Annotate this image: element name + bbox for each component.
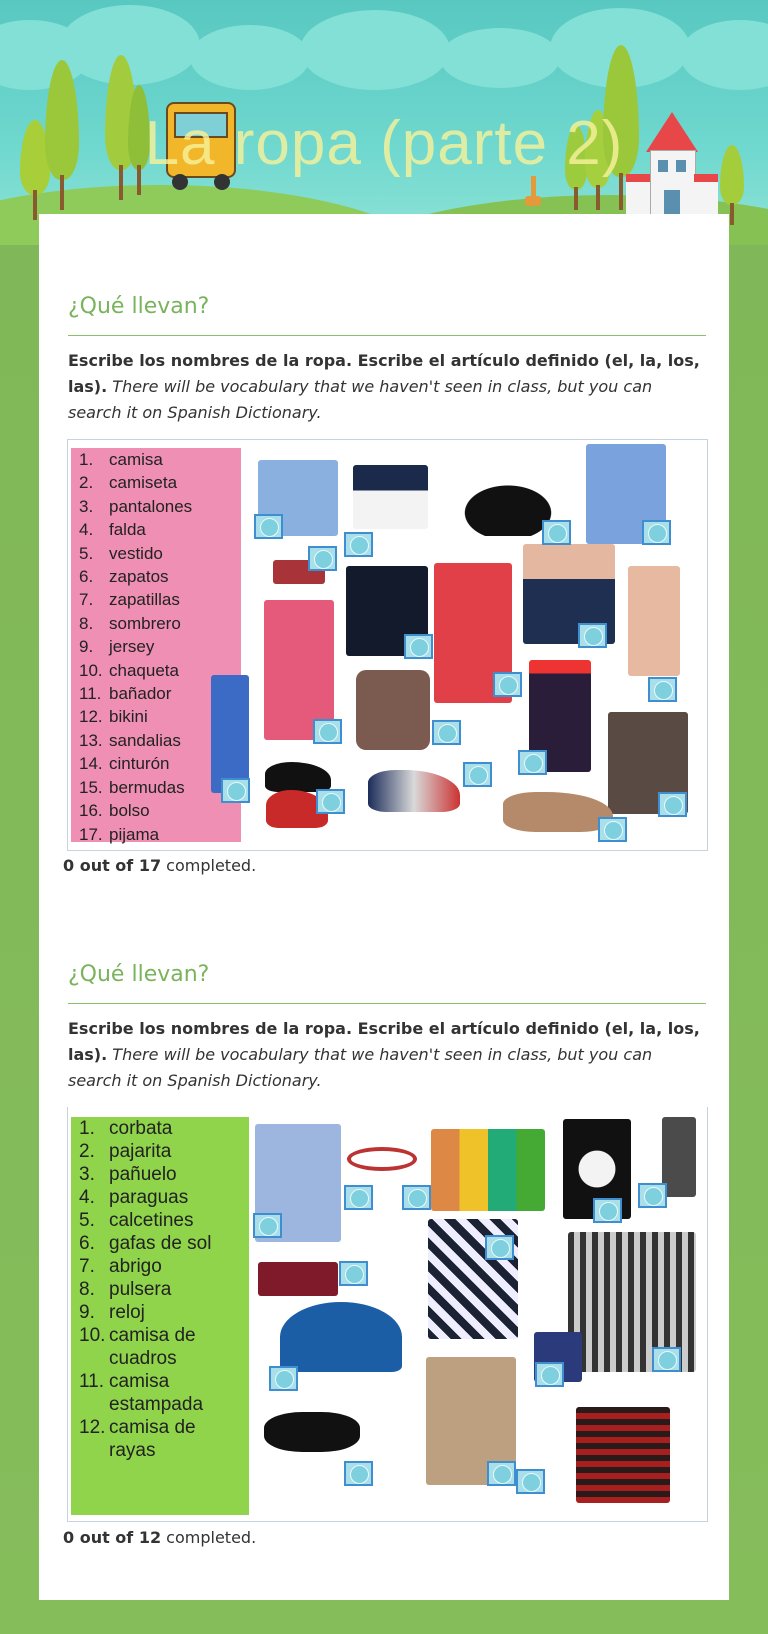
- list-item[interactable]: [71, 1209, 246, 1232]
- drop-target[interactable]: [535, 1362, 564, 1387]
- drop-target[interactable]: [652, 1347, 681, 1372]
- tie-image: [662, 1117, 696, 1197]
- list-item[interactable]: [71, 518, 192, 541]
- word-list: [71, 1117, 246, 1462]
- completion-count: 0 out of 17: [63, 856, 162, 875]
- drop-target[interactable]: [542, 520, 571, 545]
- list-item[interactable]: [71, 588, 192, 611]
- drop-target[interactable]: [339, 1261, 368, 1286]
- drag-drop-panel: [67, 1107, 708, 1522]
- item-number: 17.: [79, 824, 103, 844]
- list-item[interactable]: [71, 729, 192, 752]
- item-word: pajarita: [109, 1141, 172, 1162]
- drop-target[interactable]: [254, 514, 283, 539]
- drop-target[interactable]: [344, 1461, 373, 1486]
- item-number: 11.: [79, 1371, 105, 1392]
- item-word: pañuelo: [109, 1164, 177, 1185]
- list-item[interactable]: [71, 565, 192, 588]
- bag-image: [356, 670, 430, 750]
- list-item[interactable]: [71, 776, 192, 799]
- drop-target[interactable]: [593, 1198, 622, 1223]
- item-word: pulsera: [109, 1279, 172, 1300]
- drop-target[interactable]: [402, 1185, 431, 1210]
- item-word: chaqueta: [109, 660, 179, 680]
- drop-target[interactable]: [269, 1366, 298, 1391]
- list-item[interactable]: [71, 448, 192, 471]
- item-word: abrigo: [109, 1256, 162, 1277]
- item-word: falda: [109, 520, 146, 540]
- word-list: [71, 448, 192, 846]
- drop-target[interactable]: [638, 1183, 667, 1208]
- pyjama-image: [211, 675, 249, 793]
- item-number: 2.: [79, 1141, 95, 1162]
- list-item[interactable]: [71, 495, 192, 518]
- bracelet-image: [347, 1147, 417, 1171]
- drop-target[interactable]: [344, 532, 373, 557]
- giraffe-icon: [523, 176, 543, 212]
- item-number: 3.: [79, 1164, 95, 1185]
- item-word: bolso: [109, 801, 150, 821]
- drop-target[interactable]: [642, 520, 671, 545]
- item-number: 5.: [79, 1210, 95, 1231]
- item-number: 10.: [79, 1325, 106, 1346]
- list-item[interactable]: [71, 823, 192, 846]
- drop-target[interactable]: [493, 672, 522, 697]
- item-number: 6.: [79, 567, 94, 587]
- item-number: 1.: [79, 450, 94, 469]
- list-item[interactable]: [71, 705, 192, 728]
- list-item[interactable]: [71, 1301, 246, 1324]
- drop-target[interactable]: [516, 1469, 545, 1494]
- item-word: camisa de rayas: [109, 1417, 196, 1461]
- item-word: zapatos: [109, 567, 169, 587]
- drop-target[interactable]: [221, 778, 250, 803]
- item-word: cinturón: [109, 754, 170, 774]
- list-item[interactable]: [71, 682, 192, 705]
- item-word: zapatillas: [109, 590, 180, 610]
- item-number: 16.: [79, 801, 103, 821]
- list-item[interactable]: [71, 1186, 246, 1209]
- list-item[interactable]: [71, 1370, 246, 1416]
- drop-target[interactable]: [487, 1461, 516, 1486]
- list-item[interactable]: [71, 799, 192, 822]
- item-number: 4.: [79, 520, 94, 540]
- drop-target[interactable]: [578, 623, 607, 648]
- drop-target[interactable]: [648, 677, 677, 702]
- item-number: 10.: [79, 660, 103, 680]
- section-title: ¿Qué llevan?: [68, 962, 210, 987]
- drop-target[interactable]: [485, 1235, 514, 1260]
- bow-tie-image: [258, 1262, 338, 1296]
- list-item[interactable]: [71, 1140, 246, 1163]
- list-item[interactable]: [71, 542, 192, 565]
- item-number: 12.: [79, 1417, 106, 1438]
- drop-target[interactable]: [344, 1185, 373, 1210]
- item-word: camisa: [109, 450, 163, 469]
- item-number: 7.: [79, 1256, 95, 1277]
- page-title: La ropa (parte 2): [144, 109, 624, 178]
- item-word: pantalones: [109, 496, 193, 516]
- item-number: 9.: [79, 1302, 95, 1323]
- item-word: bañador: [109, 684, 172, 704]
- drop-target[interactable]: [253, 1213, 282, 1238]
- list-item[interactable]: [71, 659, 192, 682]
- drop-target[interactable]: [316, 789, 345, 814]
- item-number: 6.: [79, 1233, 95, 1254]
- item-number: 11.: [79, 684, 102, 704]
- list-item[interactable]: [71, 1324, 246, 1370]
- completion-suffix: completed.: [161, 1528, 257, 1547]
- checked-shirt-image: [576, 1407, 670, 1503]
- completion-count: 0 out of 12: [63, 1528, 162, 1547]
- sandals-image: [503, 792, 613, 832]
- list-item[interactable]: [71, 1163, 246, 1186]
- list-item[interactable]: [71, 1255, 246, 1278]
- sneakers-image: [368, 770, 460, 812]
- shoes-image: [265, 762, 331, 792]
- instruction-italic: There will be vocabulary that we haven't seen in class, but you can search it on Spanish Dictionary.: [68, 377, 653, 422]
- item-word: sombrero: [109, 613, 181, 633]
- drop-target[interactable]: [598, 817, 627, 842]
- item-word: jersey: [109, 637, 155, 657]
- drop-target[interactable]: [404, 634, 433, 659]
- instruction-italic: There will be vocabulary that we haven't seen in class, but you can search it on Spanish Dictionary.: [68, 1045, 653, 1090]
- sunglasses-image: [264, 1412, 360, 1452]
- t-shirt-image: [353, 465, 428, 529]
- drop-target[interactable]: [658, 792, 687, 817]
- bikini-image: [628, 566, 680, 676]
- drop-target[interactable]: [463, 762, 492, 787]
- item-number: 3.: [79, 496, 94, 516]
- list-item[interactable]: [71, 1278, 246, 1301]
- item-number: 9.: [79, 637, 94, 657]
- list-item[interactable]: [71, 612, 192, 635]
- item-word: bikini: [109, 707, 148, 727]
- item-number: 15.: [79, 777, 103, 797]
- list-item[interactable]: [71, 471, 192, 494]
- section-title: ¿Qué llevan?: [68, 294, 210, 319]
- item-number: 5.: [79, 543, 94, 563]
- item-word: reloj: [109, 1302, 145, 1323]
- list-item[interactable]: [71, 635, 192, 658]
- umbrella-image: [280, 1302, 402, 1372]
- item-word: sandalias: [109, 730, 181, 750]
- item-number: 14.: [79, 754, 103, 774]
- completion-status: [63, 1528, 256, 1547]
- section-divider: [68, 1003, 706, 1004]
- completion-suffix: completed.: [161, 856, 257, 875]
- list-item[interactable]: [71, 752, 192, 775]
- drop-target[interactable]: [308, 546, 337, 571]
- item-number: 1.: [79, 1118, 95, 1139]
- socks-image: [431, 1129, 545, 1211]
- item-number: 8.: [79, 1279, 95, 1300]
- item-word: calcetines: [109, 1210, 194, 1231]
- item-word: corbata: [109, 1118, 173, 1139]
- item-number: 2.: [79, 473, 94, 493]
- item-number: 13.: [79, 730, 103, 750]
- item-word: gafas de sol: [109, 1233, 212, 1254]
- header-banner: [0, 0, 768, 245]
- instruction-bold: Escribe los nombres de la ropa. Escribe el artículo definido (el, la, los, las).: [68, 1019, 700, 1064]
- item-number: 12.: [79, 707, 103, 727]
- section-divider: [68, 335, 706, 336]
- instruction-bold: Escribe los nombres de la ropa. Escribe el artículo definido (el, la, los, las).: [68, 351, 700, 396]
- instructions: [68, 1016, 708, 1094]
- drop-target[interactable]: [432, 720, 461, 745]
- drag-drop-panel: [67, 439, 708, 851]
- list-item[interactable]: [71, 1232, 246, 1255]
- completion-status: [63, 856, 256, 875]
- item-word: paraguas: [109, 1187, 189, 1208]
- item-word: bermudas: [109, 777, 185, 797]
- item-word: vestido: [109, 543, 163, 563]
- item-word: camiseta: [109, 473, 178, 493]
- item-word: camisa estampada: [109, 1371, 204, 1415]
- drop-target[interactable]: [313, 719, 342, 744]
- item-number: 4.: [79, 1187, 95, 1208]
- list-item[interactable]: [71, 1117, 246, 1140]
- instructions: [68, 348, 708, 426]
- item-number: 8.: [79, 613, 94, 633]
- drop-target[interactable]: [518, 750, 547, 775]
- list-item[interactable]: [71, 1416, 246, 1462]
- item-word: pijama: [109, 824, 160, 844]
- content-card: [39, 214, 729, 1600]
- item-word: camisa de cuadros: [109, 1325, 196, 1369]
- item-number: 7.: [79, 590, 94, 610]
